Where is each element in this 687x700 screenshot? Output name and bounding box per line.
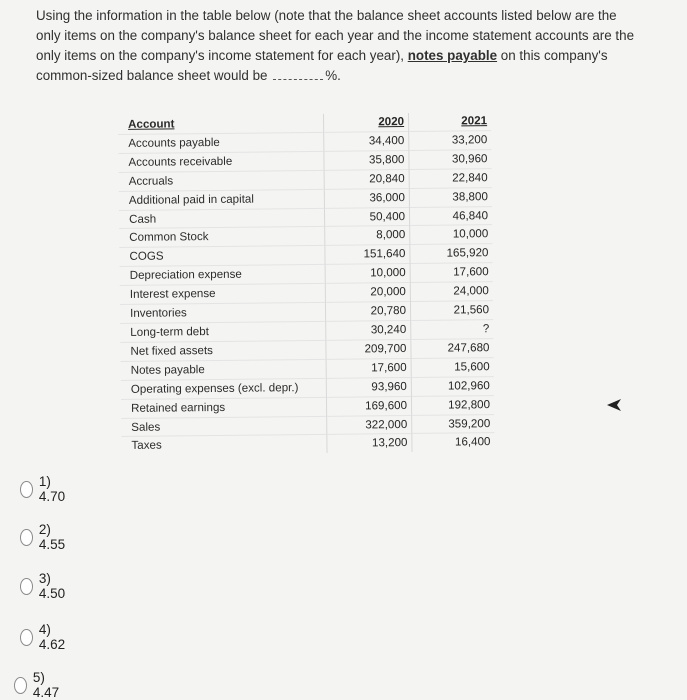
cell-2021: 192,800 bbox=[411, 395, 494, 415]
cell-2021: ? bbox=[411, 320, 494, 340]
question-suffix: %. bbox=[325, 68, 341, 83]
cell-2020: 20,780 bbox=[325, 302, 410, 322]
answer-option-label: 4) 4.62 bbox=[38, 622, 66, 652]
question-highlight: notes payable bbox=[407, 48, 498, 63]
cell-2020: 36,000 bbox=[324, 188, 409, 208]
cell-2021: 38,800 bbox=[409, 187, 492, 207]
answer-option-label: 5) 4.47 bbox=[32, 670, 60, 700]
cell-2020: 322,000 bbox=[327, 415, 412, 435]
cell-2021: 359,200 bbox=[412, 414, 495, 434]
answer-option-5[interactable] bbox=[14, 670, 63, 700]
radio-button-icon[interactable] bbox=[20, 578, 33, 595]
answer-blank bbox=[273, 67, 323, 80]
question-part1: Using the information in the table below (note that the balance sheet accounts listed below are the only items on the company's balance sheet for each year and the income statement accounts are the only items on the company's income statement for each year), bbox=[36, 8, 635, 63]
radio-button-icon[interactable] bbox=[20, 529, 33, 546]
cell-2020: 20,840 bbox=[324, 169, 409, 189]
cell-2020: 50,400 bbox=[324, 207, 409, 227]
cell-2021: 24,000 bbox=[410, 282, 493, 302]
cell-account: Long-term debt bbox=[120, 321, 326, 342]
cell-account: Accruals bbox=[119, 170, 325, 191]
cell-account: Taxes bbox=[121, 435, 327, 456]
cell-account: Net fixed assets bbox=[120, 340, 326, 361]
cell-2021: 46,840 bbox=[409, 206, 492, 226]
answer-option-label: 1) 4.70 bbox=[38, 474, 66, 504]
radio-button-icon[interactable] bbox=[14, 677, 27, 694]
cell-2021: 21,560 bbox=[410, 301, 493, 321]
data-table-container bbox=[118, 112, 495, 455]
cell-account: Depreciation expense bbox=[120, 265, 326, 286]
cell-account: Operating expenses (excl. depr.) bbox=[121, 378, 327, 399]
answer-option-label: 2) 4.55 bbox=[38, 522, 66, 552]
table-row bbox=[121, 433, 494, 455]
cell-2021: 22,840 bbox=[409, 168, 492, 188]
cell-2020: 30,240 bbox=[326, 320, 411, 340]
cell-account: Additional paid in capital bbox=[119, 189, 325, 210]
cell-account: Retained earnings bbox=[121, 397, 327, 418]
cell-2020: 8,000 bbox=[325, 226, 410, 246]
header-2021: 2021 bbox=[408, 112, 491, 131]
cell-2021: 15,600 bbox=[411, 357, 494, 377]
header-2020: 2020 bbox=[323, 113, 408, 132]
cell-2020: 35,800 bbox=[324, 150, 409, 170]
cell-2021: 16,400 bbox=[412, 433, 495, 452]
cell-account: Common Stock bbox=[119, 227, 325, 248]
cell-2020: 34,400 bbox=[324, 131, 409, 151]
cell-account: Cash bbox=[119, 208, 325, 229]
cell-2020: 10,000 bbox=[325, 264, 410, 284]
cell-account: Notes payable bbox=[121, 359, 327, 380]
mouse-cursor-icon bbox=[606, 398, 622, 412]
cell-2020: 169,600 bbox=[326, 396, 411, 416]
cell-2021: 17,600 bbox=[410, 263, 493, 283]
header-account: Account bbox=[128, 117, 175, 131]
cell-2021: 30,960 bbox=[409, 149, 492, 169]
cell-account: Inventories bbox=[120, 302, 326, 323]
answer-option-label: 3) 4.50 bbox=[38, 571, 66, 601]
cell-account: Accounts receivable bbox=[118, 151, 324, 172]
answer-option-3[interactable] bbox=[20, 571, 69, 601]
cell-2021: 33,200 bbox=[409, 130, 492, 150]
data-table bbox=[118, 112, 495, 455]
answer-option-4[interactable] bbox=[20, 622, 69, 652]
cell-2020: 20,000 bbox=[325, 283, 410, 303]
cell-2021: 10,000 bbox=[410, 225, 493, 245]
cell-2020: 151,640 bbox=[325, 245, 410, 265]
cell-2020: 209,700 bbox=[326, 339, 411, 359]
cell-2021: 165,920 bbox=[410, 244, 493, 264]
cell-account: COGS bbox=[119, 246, 325, 267]
cell-2021: 247,680 bbox=[411, 338, 494, 358]
answer-option-2[interactable] bbox=[20, 522, 69, 552]
answer-option-1[interactable] bbox=[20, 474, 69, 504]
cell-account: Accounts payable bbox=[118, 132, 324, 153]
cell-account: Interest expense bbox=[120, 283, 326, 304]
cell-2020: 13,200 bbox=[327, 434, 412, 453]
radio-button-icon[interactable] bbox=[20, 629, 33, 646]
question-part2: on this company's common-sized balance sheet would be bbox=[36, 48, 608, 83]
radio-button-icon[interactable] bbox=[20, 481, 33, 498]
cell-2020: 17,600 bbox=[326, 358, 411, 378]
cell-account: Sales bbox=[121, 416, 327, 437]
question-text bbox=[36, 6, 636, 86]
cell-2020: 93,960 bbox=[326, 377, 411, 397]
cell-2021: 102,960 bbox=[411, 376, 494, 396]
